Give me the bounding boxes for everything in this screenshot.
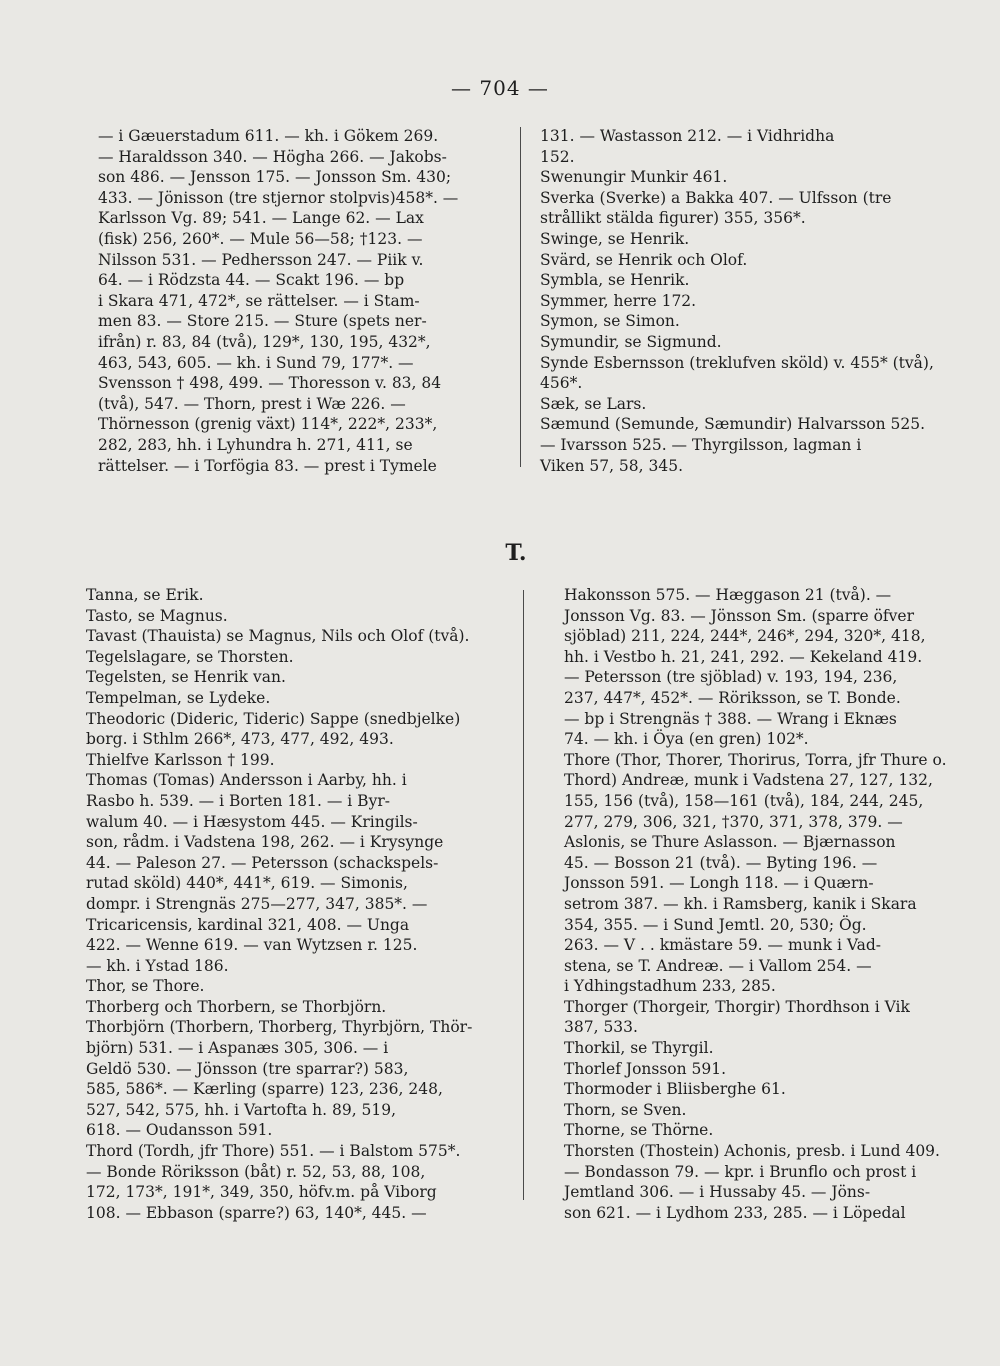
index-line: Thord) Andreæ, munk i Vadstena 27, 127, 132, [564, 771, 933, 790]
index-line: strållikt stälda figurer) 355, 356*. [540, 209, 806, 228]
index-line: 74. — kh. i Öya (en gren) 102*. [564, 730, 809, 749]
index-line: Thorsten (Thostein) Achonis, presb. i Lund 409. [564, 1142, 940, 1161]
index-line: — kh. i Ystad 186. [86, 956, 229, 975]
index-line: Nilsson 531. — Pedhersson 247. — Piik v. [98, 250, 424, 269]
index-line: 433. — Jönisson (tre stjernor stolpvis)458*. — [98, 188, 459, 207]
index-line: Thorger (Thorgeir, Thorgir) Thordhson i Vik [564, 997, 910, 1016]
index-line: Thormoder i Bliisberghe 61. [564, 1080, 786, 1099]
index-line: Thore (Thor, Thorer, Thorirus, Torra, jfr Thure o. [564, 750, 947, 769]
index-line: Sverka (Sverke) a Bakka 407. — Ulfsson (tre [540, 188, 892, 207]
column-divider-bottom [523, 590, 524, 1200]
index-column-top-left [98, 126, 503, 476]
index-line: sjöblad) 211, 224, 244*, 246*, 294, 320*, 418, [564, 627, 926, 646]
index-line: ifrån) r. 83, 84 (två), 129*, 130, 195, 432*, [98, 332, 431, 351]
index-line: björn) 531. — i Aspanæs 305, 306. — i [86, 1039, 389, 1058]
index-line: Thorkil, se Thyrgil. [564, 1039, 714, 1058]
index-line: 237, 447*, 452*. — Röriksson, se T. Bonde. [564, 688, 901, 707]
index-line: son 486. — Jensson 175. — Jonsson Sm. 430; [98, 168, 452, 187]
index-line: Synde Esbernsson (treklufven sköld) v. 455* (två), [540, 353, 934, 372]
index-line: son 621. — i Lydhom 233, 285. — i Löpedal [564, 1203, 906, 1222]
index-line: son, rådm. i Vadstena 198, 262. — i Krysynge [86, 833, 444, 852]
index-line: Sæmund (Semunde, Sæmundir) Halvarsson 525. [540, 415, 926, 434]
index-line: Thorlef Jonsson 591. [564, 1059, 727, 1078]
index-line: Symundir, se Sigmund. [540, 332, 722, 351]
index-line: Tasto, se Magnus. [86, 606, 228, 625]
index-line: 172, 173*, 191*, 349, 350, höfv.m. på Viborg [86, 1183, 437, 1202]
index-line: hh. i Vestbo h. 21, 241, 292. — Kekeland 419. [564, 647, 923, 666]
index-line: 44. — Paleson 27. — Petersson (schackspels- [86, 853, 439, 872]
index-line: Tegelsten, se Henrik van. [86, 668, 286, 687]
index-column-bottom-left [86, 585, 504, 1223]
index-line: — Bonde Röriksson (båt) r. 52, 53, 88, 108, [86, 1162, 426, 1181]
index-line: Thorn, se Sven. [564, 1100, 687, 1119]
index-line: 387, 533. [564, 1018, 638, 1037]
index-line: Jonsson 591. — Longh 118. — i Quærn- [564, 874, 874, 893]
index-line: stena, se T. Andreæ. — i Vallom 254. — [564, 956, 872, 975]
section-letter-heading: T. [505, 540, 527, 566]
index-line: 527, 542, 575, hh. i Vartofta h. 89, 519, [86, 1100, 397, 1119]
index-line: Svensson † 498, 499. — Thoresson v. 83, 84 [98, 374, 442, 393]
index-line: setrom 387. — kh. i Ramsberg, kanik i Skara [564, 894, 917, 913]
index-line: 456*. [540, 374, 583, 393]
index-line: Sæk, se Lars. [540, 394, 647, 413]
index-line: Hakonsson 575. — Hæggason 21 (två). — [564, 586, 892, 604]
index-line: Thord (Tordh, jfr Thore) 551. — i Balstom 575*. [86, 1142, 461, 1161]
index-line: 64. — i Rödzsta 44. — Scakt 196. — bp [98, 271, 405, 290]
index-line: i Ydhingstadhum 233, 285. [564, 977, 776, 996]
index-line: 108. — Ebbason (sparre?) 63, 140*, 445. — [86, 1203, 427, 1222]
index-line: 277, 279, 306, 321, †370, 371, 378, 379. — [564, 812, 903, 831]
index-line: Symmer, herre 172. [540, 291, 697, 310]
index-line: men 83. — Store 215. — Sture (spets ner- [98, 312, 427, 331]
index-line: 282, 283, hh. i Lyhundra h. 271, 411, se [98, 435, 413, 454]
index-line: Aslonis, se Thure Aslasson. — Bjærnasson [564, 833, 896, 852]
index-line: Symbla, se Henrik. [540, 271, 690, 290]
index-line: 263. — V . . kmästare 59. — munk i Vad- [564, 936, 882, 955]
index-line: Rasbo h. 539. — i Borten 181. — i Byr- [86, 791, 390, 810]
index-line: Theodoric (Dideric, Tideric) Sappe (snedbjelke) [86, 709, 461, 728]
index-line: 152. [540, 147, 575, 166]
index-line: dompr. i Strengnäs 275—277, 347, 385*. — [86, 894, 428, 913]
index-line: rutad sköld) 440*, 441*, 619. — Simonis, [86, 874, 408, 893]
index-column-top-right [540, 126, 958, 476]
index-line: Thörnesson (grenig växt) 114*, 222*, 233*, [98, 415, 438, 434]
index-line: Tempelman, se Lydeke. [86, 688, 271, 707]
index-line: (två), 547. — Thorn, prest i Wæ 226. — [98, 394, 406, 413]
column-divider-top [520, 127, 521, 467]
index-line: Jemtland 306. — i Hussaby 45. — Jöns- [564, 1183, 871, 1202]
index-line: 45. — Bosson 21 (två). — Byting 196. — [564, 853, 878, 872]
page-number: — 704 — [451, 76, 549, 100]
index-line: Viken 57, 58, 345. [540, 456, 684, 475]
index-line: — i Gæuerstadum 611. — kh. i Gökem 269. [98, 127, 439, 145]
index-line: Swinge, se Henrik. [540, 229, 690, 248]
index-line: 618. — Oudansson 591. [86, 1121, 273, 1140]
index-line: Tegelslagare, se Thorsten. [86, 647, 294, 666]
index-line: Karlsson Vg. 89; 541. — Lange 62. — Lax [98, 209, 424, 228]
index-line: Thorberg och Thorbern, se Thorbjörn. [86, 997, 387, 1016]
index-line: 354, 355. — i Sund Jemtl. 20, 530; Ög. [564, 915, 867, 934]
index-line: Thorne, se Thörne. [564, 1121, 714, 1140]
index-line: — bp i Strengnäs † 388. — Wrang i Eknæs [564, 709, 897, 728]
index-line: — Ivarsson 525. — Thyrgilsson, lagman i [540, 435, 862, 454]
index-line: 422. — Wenne 619. — van Wytzsen r. 125. [86, 936, 418, 955]
index-column-bottom-right [564, 585, 956, 1223]
index-line: Tricaricensis, kardinal 321, 408. — Unga [86, 915, 410, 934]
index-line: borg. i Sthlm 266*, 473, 477, 492, 493. [86, 730, 394, 749]
index-line: 155, 156 (två), 158—161 (två), 184, 244, 245, [564, 791, 924, 810]
index-line: Thomas (Tomas) Andersson i Aarby, hh. i [86, 771, 407, 790]
index-line: walum 40. — i Hæsystom 445. — Kringils- [86, 812, 418, 831]
index-line: 463, 543, 605. — kh. i Sund 79, 177*. — [98, 353, 414, 372]
index-line: Symon, se Simon. [540, 312, 680, 331]
index-line: — Petersson (tre sjöblad) v. 193, 194, 236, [564, 668, 898, 687]
index-line: Thor, se Thore. [86, 977, 205, 996]
index-line: Jonsson Vg. 83. — Jönsson Sm. (sparre öfver [564, 606, 914, 625]
index-line: i Skara 471, 472*, se rättelser. — i Stam- [98, 291, 420, 310]
index-line: Thielfve Karlsson † 199. [86, 750, 275, 769]
index-line: Thorbjörn (Thorbern, Thorberg, Thyrbjörn, Thör- [86, 1018, 473, 1037]
index-line: (fisk) 256, 260*. — Mule 56—58; †123. — [98, 229, 423, 248]
index-line: Tavast (Thauista) se Magnus, Nils och Olof (två). [86, 627, 470, 646]
index-line: Geldö 530. — Jönsson (tre sparrar?) 583, [86, 1059, 409, 1078]
index-line: Svärd, se Henrik och Olof. [540, 250, 748, 269]
index-line: Tanna, se Erik. [86, 586, 204, 604]
index-line: — Haraldsson 340. — Högha 266. — Jakobs- [98, 147, 447, 166]
index-line: 131. — Wastasson 212. — i Vidhridha [540, 127, 835, 145]
index-line: — Bondasson 79. — kpr. i Brunflo och prost i [564, 1162, 917, 1181]
index-line: 585, 586*. — Kærling (sparre) 123, 236, 248, [86, 1080, 443, 1099]
index-line: Swenungir Munkir 461. [540, 168, 728, 187]
index-line: rättelser. — i Torfögia 83. — prest i Tymele [98, 456, 437, 475]
